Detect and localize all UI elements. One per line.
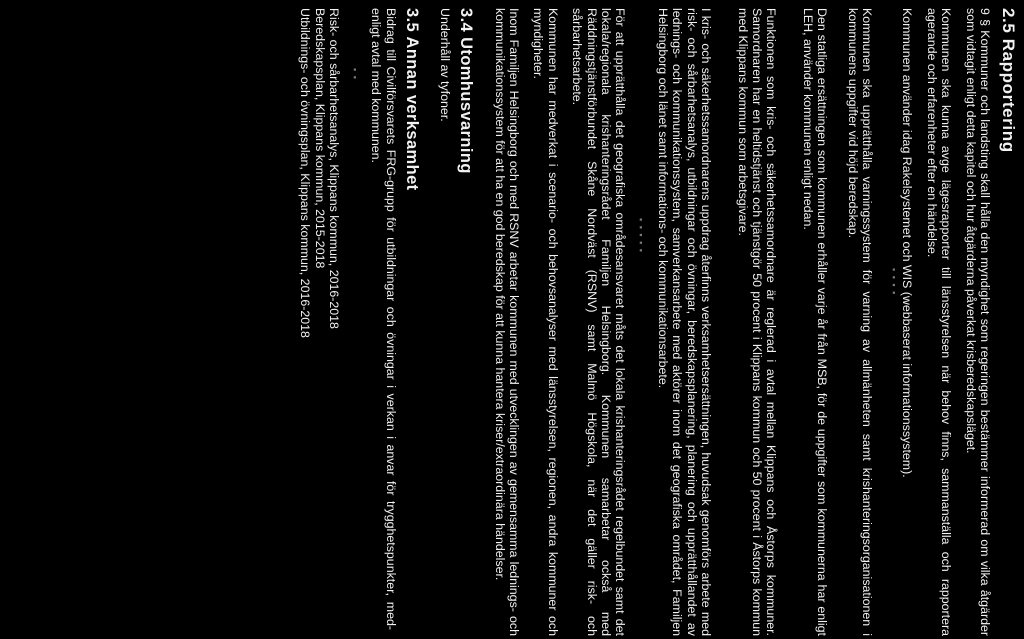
paragraph: Bidrag till Civilförsvarets FRG-grupp för utbildningar och övningar i verkan i anvar för trygghetspunkter, enligt avtal med kommunen.	[369, 8, 398, 596]
reference-item: Beredskapsplan, Klippans kommun, 2015-2018	[312, 8, 327, 269]
paragraph: Funktionen som kris- och säkerhetssamordnare är reglerad i avtal mellan Klippans och Åstorps kommuner. Samordnaren har en heltidstjänst och tjänstgör 50 procent i Klippans kommun och 50 procent i Åstorps kommun med Klippans kommun som arbetsgivare.	[735, 8, 779, 636]
paragraph: Kommunen använder idag Rakelsystemet och WIS (webbaserat informationssystem).	[900, 8, 915, 478]
faint-mark: ▪ ▪	[350, 68, 361, 80]
document-page	[298, 8, 1018, 636]
section-heading-utomhusvarning: 3.4 Utomhusvarning	[457, 8, 476, 174]
paragraph: Inom Familjen Helsingborg och med RSNV arbetar kommunen med utvecklingen av gemensamma lednings- och kommunikationssystem för att ha en god beredskap för att kunna hantera kriser/extraordinära händelser.	[492, 8, 522, 636]
reference-item: Utbildnings- och övningsplan, Klippans kommun, 2016-2018	[298, 8, 313, 338]
paragraph: 9 § Kommuner och landsting skall hålla den myndighet som regeringen bestämmer informerad om vilka åtgärder som vidtagit enligt detta kapitel och hur åtgärderna påverkat krisberedskapsläget.	[963, 8, 992, 636]
paragraph: För att upprätthålla det geografiska områdesansvaret måts det lokala krishanteringsrådet regelbundet samt det lokala/regionala krishanteringsrådet Familjen Helsingborg. Kommunen samarbetar också med Räddningstjänstförbundet Skåne Nordväst (RSNV) samt Malmö Högskola, när det gäller risk- och sårbarhetsarbete.	[570, 8, 628, 636]
faint-mark: ▪ ▪ ▪ ▪ ▪	[636, 218, 647, 253]
paragraph: Den statliga ersättningen som kommunen erhåller varje år från MSB, för de uppgifter som kommunerna har enligt LEH, använder kommunen enligt nedan.	[800, 8, 830, 636]
paragraph: I kris- och säkerhetssamordnarens uppdrag återfinns verksamhetsersättningen, huvudsak genomförs arbete med risk- och sårbarhetsanalys, utbildningar och övningar, beredskapsplanering, planering och upprätthållandet av lednings- och kommunikationssystem, samverkansarbete med aktörer inom det geografiska området, Familjen Helsingborg och länet samt informations- och kommunikationsarbete.	[655, 8, 714, 636]
section-heading-rapportering: 2.5 Rapportering	[999, 8, 1018, 153]
faint-mark: ▪ ▪ ▪ ▪	[888, 268, 899, 296]
reference-item: Risk- och sårbarhetsanalys, Klippans kommun, 2016-2018	[327, 8, 342, 329]
paragraph: Kommunen ska upprätthålla varningssystem för varning av allmänheten samt krishanteringsorganisationen i kommunens uppgifter vid höjd beredskap.	[845, 8, 874, 636]
paragraph: Underhåll av tyfoner.	[438, 8, 453, 122]
paragraph: Kommunen ska kunna avge lägesrapporter till länsstyrelsen när behov finns, sammanställa och rapportera agerande och erfarenheter efter en händelse.	[924, 8, 954, 636]
section-heading-annan-verksamhet: 3.5 Annan verksamhet	[402, 8, 421, 191]
margin-note: med-	[383, 601, 398, 630]
paragraph: Kommunen har medverkat i scenario- och behovsanalyser med länsstyrelsen, regionen, andra kommuner och myndigheter.	[531, 8, 560, 636]
